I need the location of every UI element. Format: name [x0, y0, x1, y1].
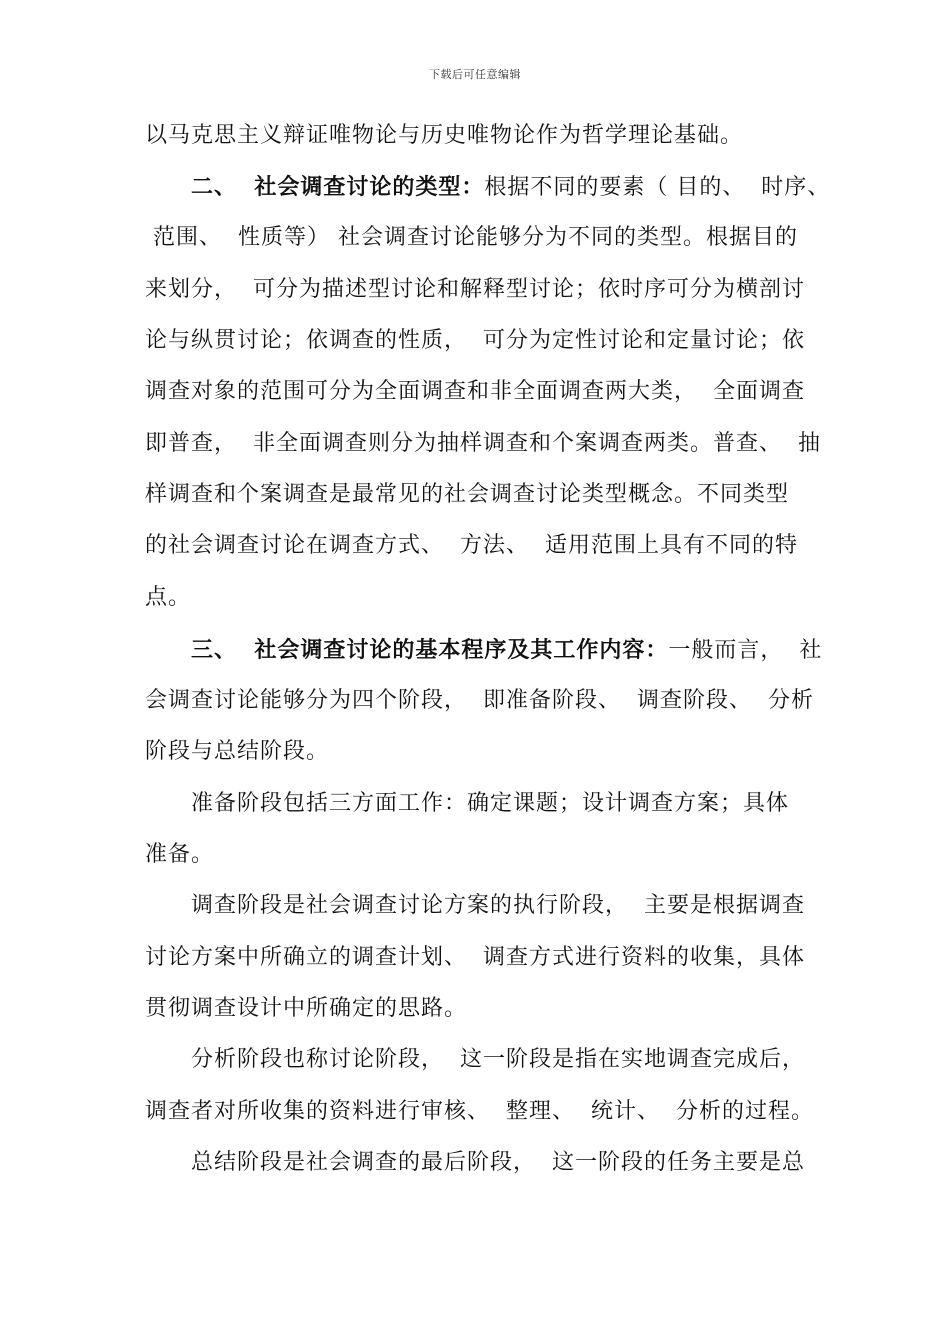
section-heading: 三、 社会调查讨论的基本程序及其工作内容： [191, 637, 669, 663]
paragraph-text: 调查阶段是社会调查讨论方案的执行阶段， 主要是根据调查 [191, 893, 805, 918]
text-line [145, 989, 467, 1029]
page-header: 下载后可任意编辑 [429, 68, 521, 81]
text-line [191, 886, 805, 926]
paragraph-text: 的社会调查讨论在调查方式、 方法、 适用范围上具有不同的特 [145, 533, 798, 558]
text-line [191, 1040, 805, 1080]
paragraph-text: 阶段与总结阶段。 [145, 739, 330, 764]
text-line [145, 578, 191, 618]
text-line [145, 270, 805, 310]
paragraph-text: 论与纵贯讨论；依调查的性质， 可分为定性讨论和定量讨论；依 [145, 328, 805, 353]
text-line [191, 1143, 805, 1183]
text-line [145, 321, 805, 361]
text-line [145, 475, 789, 515]
text-line [145, 424, 821, 464]
paragraph-text: 总结阶段是社会调查的最后阶段， 这一阶段的任务主要是总 [191, 1150, 805, 1175]
text-line [145, 116, 743, 156]
text-line [145, 372, 805, 412]
paragraph-text: 准备。 [145, 842, 215, 867]
text-line [145, 732, 329, 772]
text-line [191, 784, 789, 824]
text-line [145, 1092, 814, 1132]
paragraph-text: 贯彻调查设计中所确定的思路。 [145, 996, 468, 1021]
text-line [145, 218, 798, 258]
text-line [145, 938, 805, 978]
paragraph-text: 样调查和个案调查是最常见的社会调查讨论类型概念。不同类型 [145, 482, 790, 507]
paragraph-text: 范围、 性质等） 社会调查讨论能够分为不同的类型。根据目的 [145, 225, 798, 250]
text-line [145, 526, 798, 566]
paragraph-text: 会调查讨论能够分为四个阶段， 即准备阶段、 调查阶段、 分析 [145, 688, 814, 713]
paragraph-text: 分析阶段也称讨论阶段， 这一阶段是指在实地调查完成后， [191, 1047, 805, 1072]
paragraph-text: 根据不同的要素（ 目的、 时序、 [484, 175, 831, 200]
paragraph-text: 调查对象的范围可分为全面调查和非全面调查两大类， 全面调查 [145, 379, 805, 404]
section-heading: 二、 社会调查讨论的类型： [191, 174, 485, 200]
paragraph-text: 准备阶段包括三方面工作：确定课题；设计调查方案；具体 [191, 791, 790, 816]
paragraph-text: 一般而言， 社 [668, 638, 823, 663]
paragraph-text: 调查者对所收集的资料进行审核、 整理、 统计、 分析的过程。 [145, 1099, 814, 1124]
text-line [145, 835, 214, 875]
text-line [191, 630, 822, 670]
paragraph-text: 即普查， 非全面调查则分为抽样调查和个案调查两类。普查、 抽 [145, 431, 821, 456]
text-line [145, 681, 814, 721]
text-line [191, 167, 830, 207]
paragraph-text: 以马克思主义辩证唯物论与历史唯物论作为哲学理论基础。 [145, 123, 744, 148]
paragraph-text: 点。 [145, 585, 192, 610]
paragraph-text: 讨论方案中所确立的调查计划、 调查方式进行资料的收集，具体 [145, 945, 805, 970]
paragraph-text: 来划分， 可分为描述型讨论和解释型讨论；依时序可分为横剖讨 [145, 277, 805, 302]
